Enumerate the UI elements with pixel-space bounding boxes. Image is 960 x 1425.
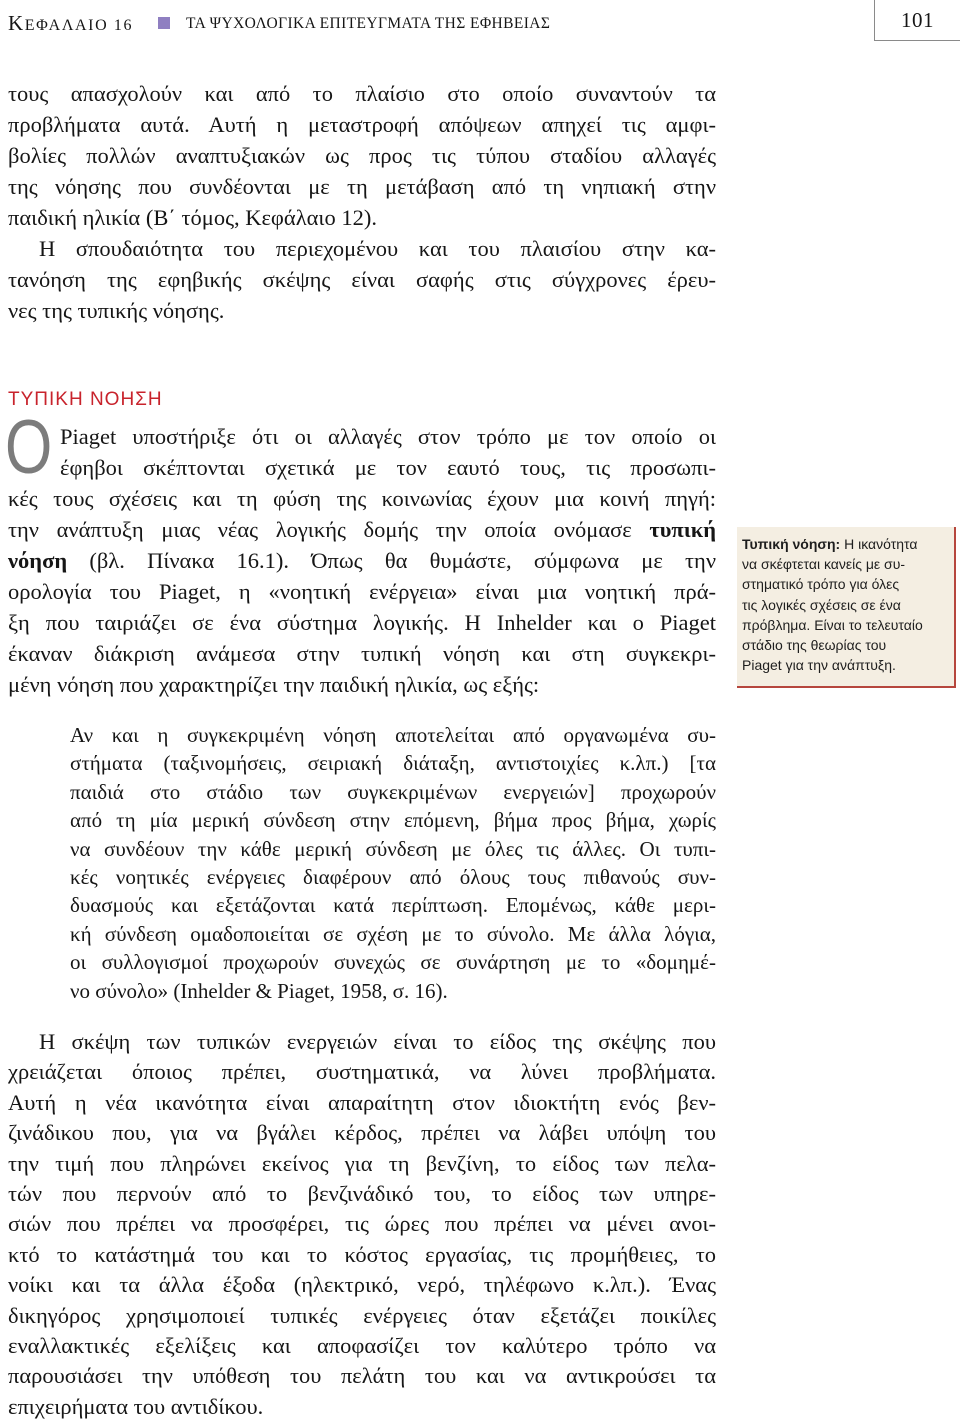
closing-line: κτό το κατάστημά του και το κόστος εργασίας, τις προμήθειες, το [8,1241,716,1267]
closing-line: Η σκέψη των τυπικών ενεργειών είναι το είδος της σκέψης που [39,1029,716,1054]
section-body [8,421,716,700]
glossary-line: τις λογικές σχέσεις σε ένα [742,596,901,613]
closing-line: εναλλακτικές εξελίξεις και αποφασίζει τον καλύτερο τρόπο να [8,1333,716,1359]
chapter-title: ΤΑ ΨΥΧΟΛΟΓΙΚΑ ΕΠΙΤΕΥΓΜΑΤΑ ΤΗΣ ΕΦΗΒΕΙΑΣ [186,15,551,32]
section-line: έκαναν διάκριση ανάμεσα στην τυπική νόηση και στη συγκεκρι- [8,641,716,666]
closing-line: Αυτή η νέα ικανότητα είναι απαραίτητη στον ιδιοκτήτη ενός βεν- [8,1089,716,1115]
section-line: έφηβοι σκέπτονται σχετικά με τον εαυτό τους, τις προσωπι- [60,455,716,480]
closing-line: δικηγόρος χρησιμοποιεί τυπικές ενέργειες όταν εξετάζει ποικίλες [8,1302,716,1328]
intro-paragraphs [8,78,716,326]
intro-line: παιδική ηλικία (Β΄ τόμος, Κεφάλαιο 12). [8,205,377,230]
quote-line: κή σύνδεση ομαδοποιείται σε σχέση με το σύνολο. Με άλλα λόγια, [70,921,716,946]
section-line [8,545,716,576]
page-number: 101 [901,8,934,32]
section-line [8,514,716,545]
drop-cap: Ο [5,405,53,490]
glossary-box [737,527,956,688]
closing-paragraph [8,1027,716,1422]
section-heading: ΤΥΠΙΚΗ ΝΟΗΣΗ [8,389,163,410]
intro-line: προβλήματα αυτά. Αυτή η μεταστροφή απόψεων απηχεί τις αμφι- [8,112,716,137]
section-line: Piaget υποστήριξε ότι οι αλλαγές στον τρόπο με τον οποίο οι [60,424,716,449]
text-run: Η ικανότητα [840,536,918,552]
intro-line: τανόηση της εφηβικής σκέψης είναι σαφής στις σύγχρονες έρευ- [8,267,716,292]
closing-line: νοίκι και τα άλλα έξοδα (ηλεκτρικό, νερό, τηλέφωνο κ.λπ.). Ένας [8,1272,716,1298]
glossary-line: στάδιο της θεωρίας του [742,637,887,654]
block-quote [70,721,716,1005]
section-line: ορολογία του Piaget, η «νοητική ενέργεια» είναι μια νοητική πρά- [8,579,716,604]
closing-line: επιχειρήματα του αντιδίκου. [8,1393,264,1419]
text-run: (βλ. Πίνακα 16.1). Όπως θα θυμάστε, σύμφωνα με την [67,548,716,573]
quote-line: κές νοητικές ενέργειες διαφέρουν από όλους τους πιθανούς συν- [70,865,716,890]
glossary-line: πρόβλημα. Είναι το τελευταίο [742,616,923,633]
quote-line: οι συλλογισμοί προχωρούν συνεχώς σε συνάρτηση με το «δομημέ- [70,950,716,975]
chapter-label: ΚΕΦΑΛΑΙΟ 16 [8,11,134,35]
section-line: ξη που ταιριάζει σε ένα σύστημα λογικής. Η Inhelder και ο Piaget [8,610,716,635]
closing-line: σιών που πρέπει να προσφέρει, τις ώρες που πρέπει να μένει ανοι- [8,1211,716,1237]
intro-line: τους απασχολούν και από το πλαίσιο στο οποίο συναντούν τα [8,81,716,106]
quote-line: να συνδέουν την κάθε μερική σύνδεση με όλες τις άλλες. Οι τυπι- [70,836,716,861]
key-term: τυπική [649,517,716,542]
glossary-definition [742,534,950,675]
square-bullet-icon [158,17,170,29]
quote-line: στήματα (ταξινομήσεις, σειριακή διάταξη, αντιστοιχίες κ.λπ.) [τα [70,751,716,776]
text-run: την ανάπτυξη μιας νέας λογικής δομής την οποία ονόμασε [8,517,650,542]
quote-line: δυασμούς και εξετάζονται κατά περίπτωση. Επομένως, κάθε μερι- [70,893,716,918]
quote-line: από τη μία μερική σύνδεση στην επόμενη, βήμα προς βήμα, χωρίς [70,808,716,833]
quote-line: παιδιά στο στάδιο των συγκεκριμένων ενεργειών] προχωρούν [70,779,716,804]
quote-line: Αν και η συγκεκριμένη νόηση αποτελείται από οργανωμένα συ- [70,723,716,747]
closing-line: ζινάδικου που, για να βγάλει κέρδος, πρέπει να λάβει υπόψη του [8,1120,716,1146]
glossary-line: Piaget για την ανάπτυξη. [742,657,896,674]
quote-line: νο σύνολο» (Inhelder & Piaget, 1958, σ. 16). [70,978,448,1003]
intro-line: της νόησης που συνδέονται με τη μετάβαση από τη νηπιακή στην [8,174,716,199]
intro-line: νες της τυπικής νόησης. [8,298,225,323]
intro-line: Η σπουδαιότητα του περιεχομένου και του πλαισίου στην κα- [39,236,716,261]
section-line: μένη νόηση που χαρακτηρίζει την παιδική ηλικία, ως εξής: [8,672,540,697]
glossary-line: να σκέφτεται κανείς με συ- [742,556,906,573]
closing-line: τών που περνούν από το βενζινάδικό του, το είδος των υπηρε- [8,1181,716,1207]
key-term: Τυπική νόηση: [742,536,841,552]
section-line: κές τους σχέσεις και τη φύση της κοινωνίας έχουν μια κοινή πηγή: [8,486,716,511]
key-term: νόηση [8,548,68,573]
closing-line: χρειάζεται όποιος πρέπει, συστηματικά, να λύνει προβλήματα. [8,1059,716,1085]
closing-line: παρουσιάσει την υπόθεση του πελάτη του και να αντικρούσει τα [8,1363,716,1389]
closing-line: την τιμή που πληρώνει εκείνος για τη βενζίνη, το είδος των πελα- [8,1150,716,1176]
page-number-box [874,0,960,41]
intro-line: βολίες πολλών αναπτυξιακών ως προς τις τύπου σταδίου αλλαγές [8,143,716,168]
glossary-line: στηματικό τρόπο για όλες [742,576,900,593]
glossary-line [742,534,950,554]
